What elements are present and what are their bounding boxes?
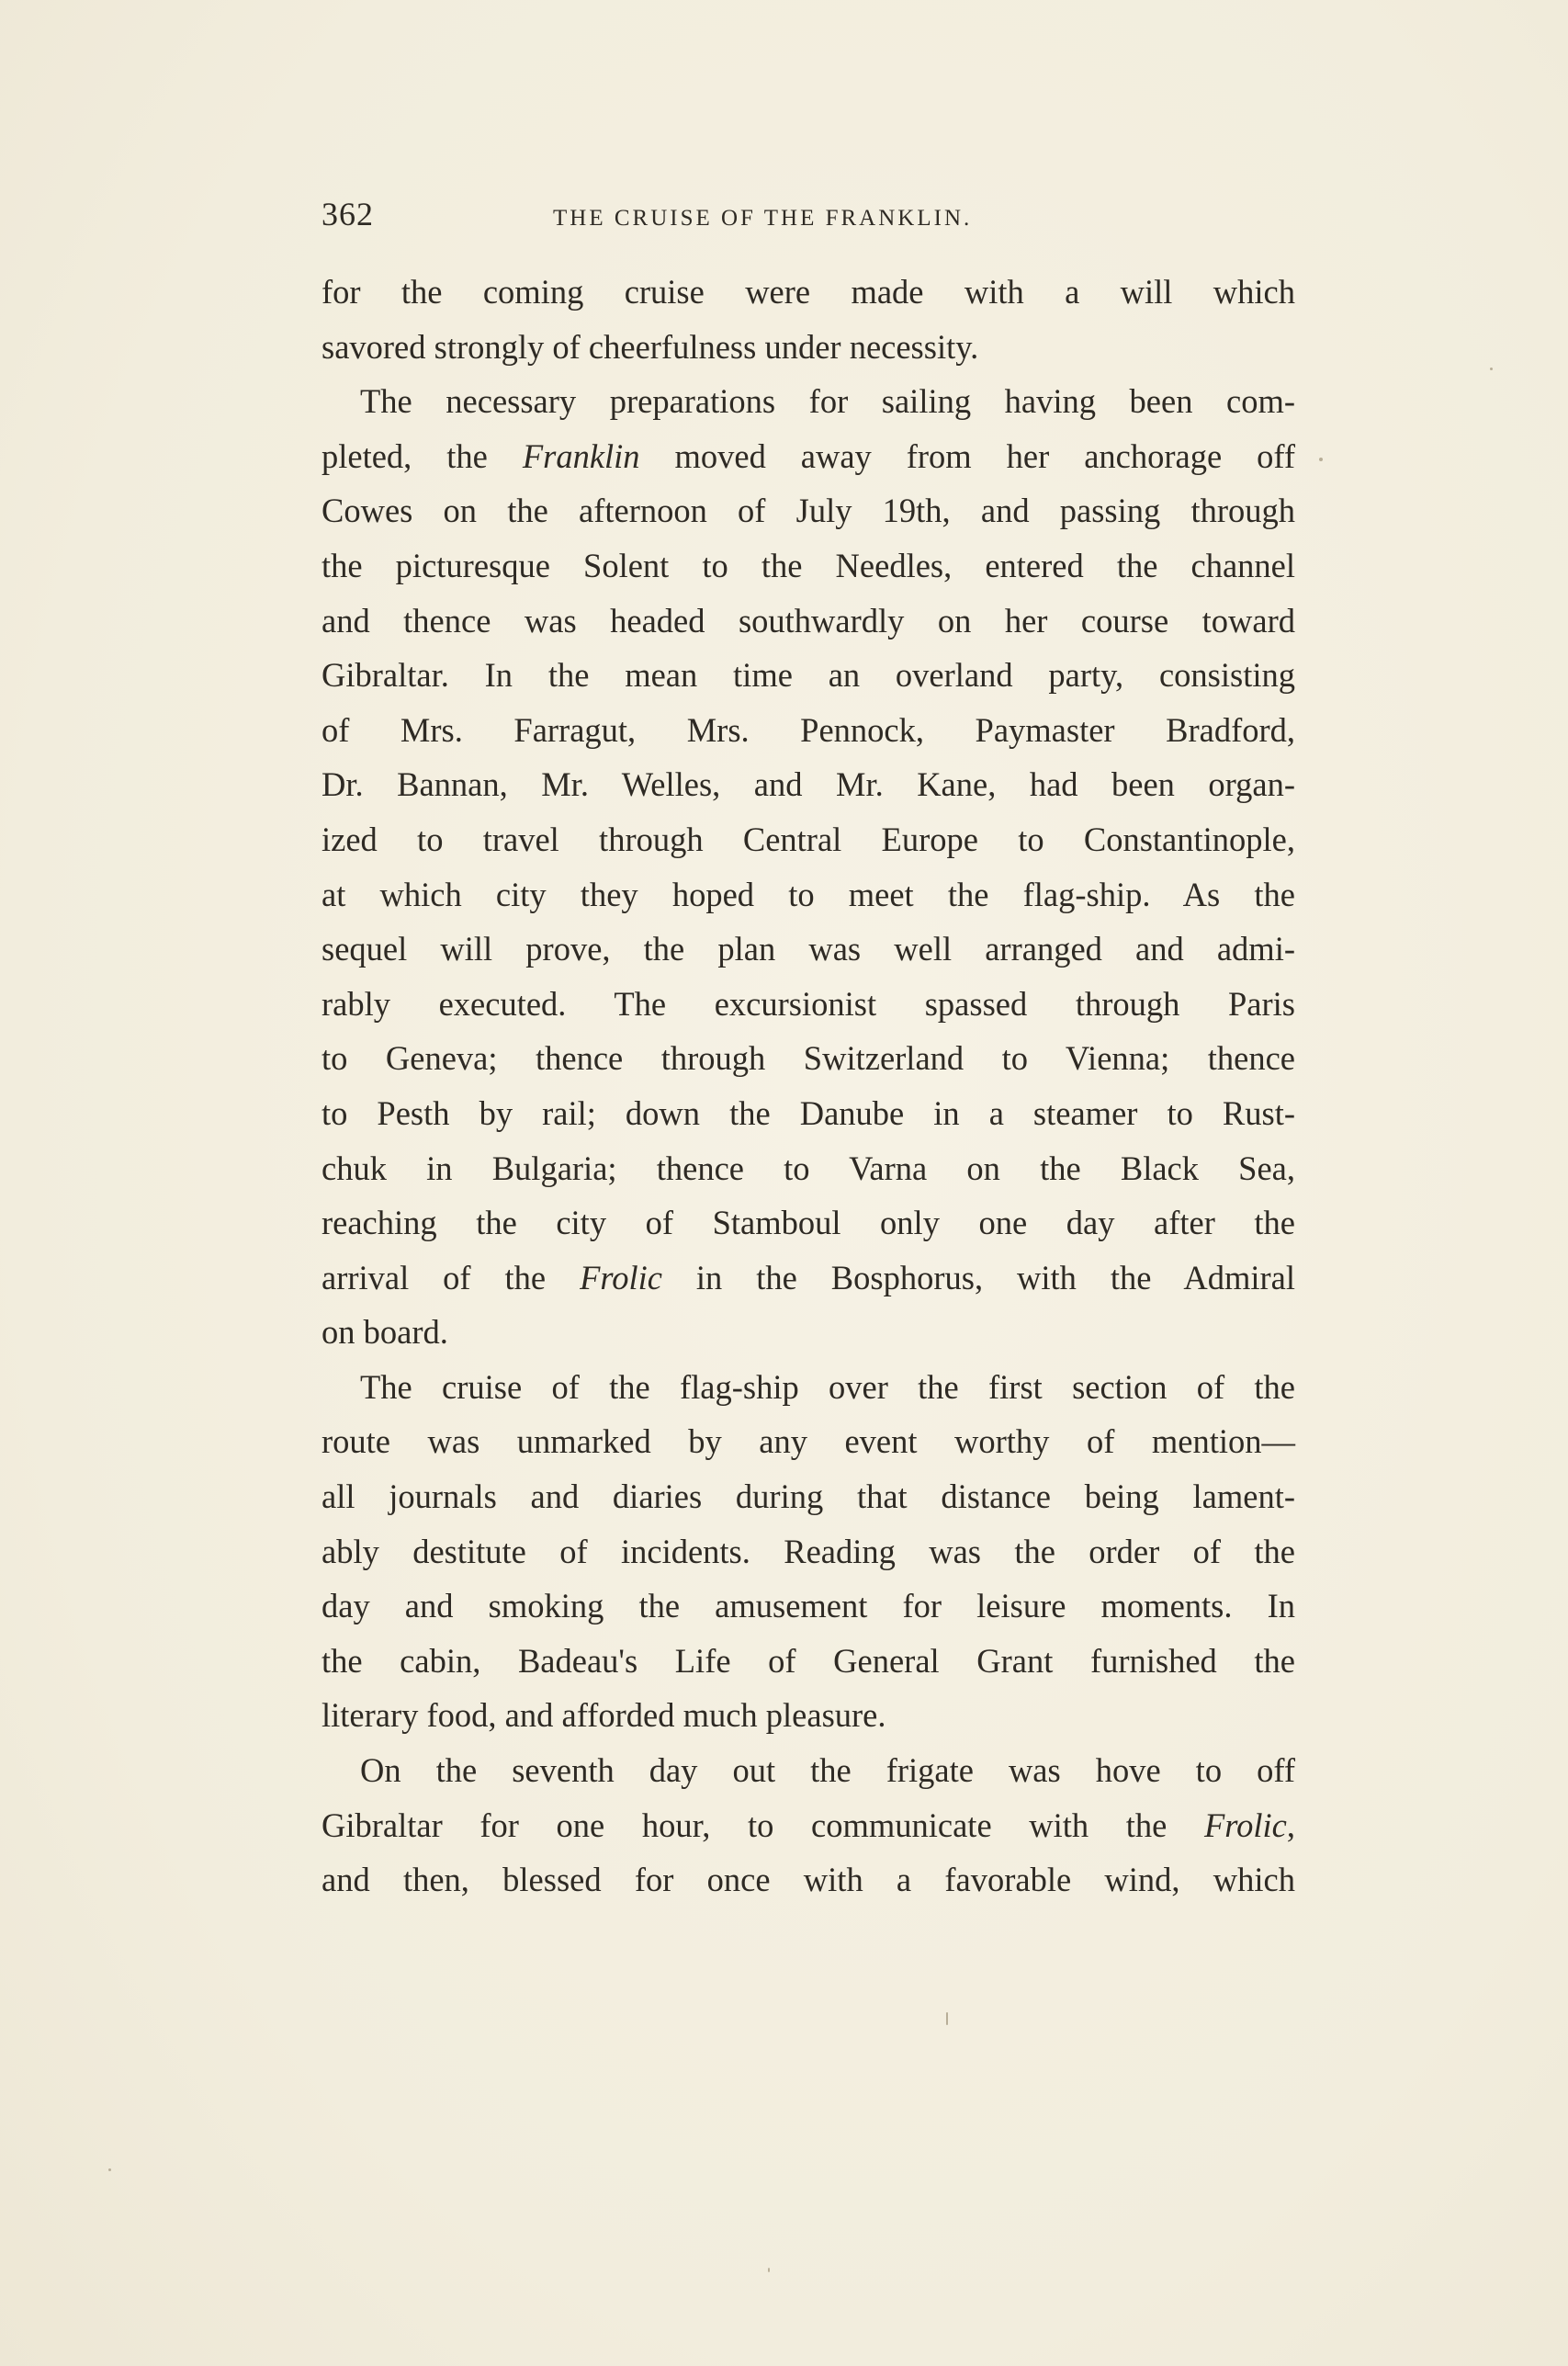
text-line: day and smoking the amusement for leisure moments. In: [321, 1587, 1295, 1625]
text-line: and thence was headed southwardly on her course toward: [321, 601, 1295, 640]
text-fragment: Gibraltar for one hour, to communicate with the: [321, 1806, 1204, 1844]
text-line: the cabin, Badeau's Life of General Grant furnished the: [321, 1641, 1295, 1680]
text-line: reaching the city of Stamboul only one day after the: [321, 1204, 1295, 1242]
ship-name-frolic: Frolic: [580, 1258, 662, 1296]
page-number: 362: [321, 196, 374, 232]
text-line: Dr. Bannan, Mr. Welles, and Mr. Kane, had been organ-: [321, 765, 1295, 804]
text-line: [321, 429, 1295, 484]
text-line: all journals and diaries during that distance being lament-: [321, 1477, 1295, 1516]
paper-speck: [1490, 368, 1493, 370]
running-title: THE CRUISE OF THE FRANKLIN.: [553, 206, 973, 231]
text-line: for the coming cruise were made with a will which: [321, 273, 1295, 311]
text-line: savored strongly of cheerfulness under necessity.: [321, 327, 979, 366]
text-line: at which city they hoped to meet the flag-ship. As the: [321, 875, 1295, 913]
paper-speck: [108, 2168, 111, 2171]
text-line: Cowes on the afternoon of July 19th, and passing through: [321, 492, 1295, 530]
text-line: the picturesque Solent to the Needles, entered the channel: [321, 546, 1295, 584]
ship-name-frolic: Frolic: [1203, 1806, 1287, 1844]
text-fragment: arrival of the: [321, 1258, 581, 1296]
text-line: Gibraltar. In the mean time an overland party, consisting: [321, 656, 1295, 695]
paper-speck: [1319, 458, 1323, 461]
ship-name-franklin: Franklin: [522, 436, 640, 475]
text-fragment: pleted, the: [321, 436, 523, 475]
text-line: rably executed. The excursionist spassed through Paris: [321, 984, 1295, 1023]
text-line: The cruise of the flag-ship over the first section of the: [360, 1367, 1295, 1406]
text-line: and then, blessed for once with a favorable wind, which: [321, 1861, 1295, 1899]
text-line: The necessary preparations for sailing having been com-: [360, 382, 1295, 421]
text-line: [321, 1251, 1295, 1306]
paper-speck: [946, 2012, 948, 2025]
text-line: [321, 1798, 1295, 1853]
text-fragment: moved away from her anchorage off: [639, 436, 1296, 475]
paper-speck: [768, 2268, 770, 2272]
text-line: route was unmarked by any event worthy of mention—: [321, 1422, 1295, 1461]
text-line: of Mrs. Farragut, Mrs. Pennock, Paymaster Bradford,: [321, 710, 1295, 749]
body-text: [321, 265, 1295, 1908]
text-line: to Pesth by rail; down the Danube in a steamer to Rust-: [321, 1093, 1295, 1132]
text-line: ably destitute of incidents. Reading was the order of the: [321, 1532, 1295, 1570]
text-line: literary food, and afforded much pleasure.: [321, 1696, 886, 1735]
text-fragment: ,: [1286, 1806, 1295, 1844]
page-header: [321, 195, 1295, 244]
text-fragment: in the Bosphorus, with the Admiral: [661, 1258, 1295, 1296]
text-line: sequel will prove, the plan was well arranged and admi-: [321, 930, 1295, 968]
text-line: to Geneva; thence through Switzerland to Vienna; thence: [321, 1039, 1295, 1078]
text-line: On the seventh day out the frigate was hove to off: [360, 1751, 1295, 1790]
text-line: on board.: [321, 1313, 448, 1352]
text-line: ized to travel through Central Europe to Constantinople,: [321, 820, 1295, 858]
text-line: chuk in Bulgaria; thence to Varna on the Black Sea,: [321, 1149, 1295, 1187]
